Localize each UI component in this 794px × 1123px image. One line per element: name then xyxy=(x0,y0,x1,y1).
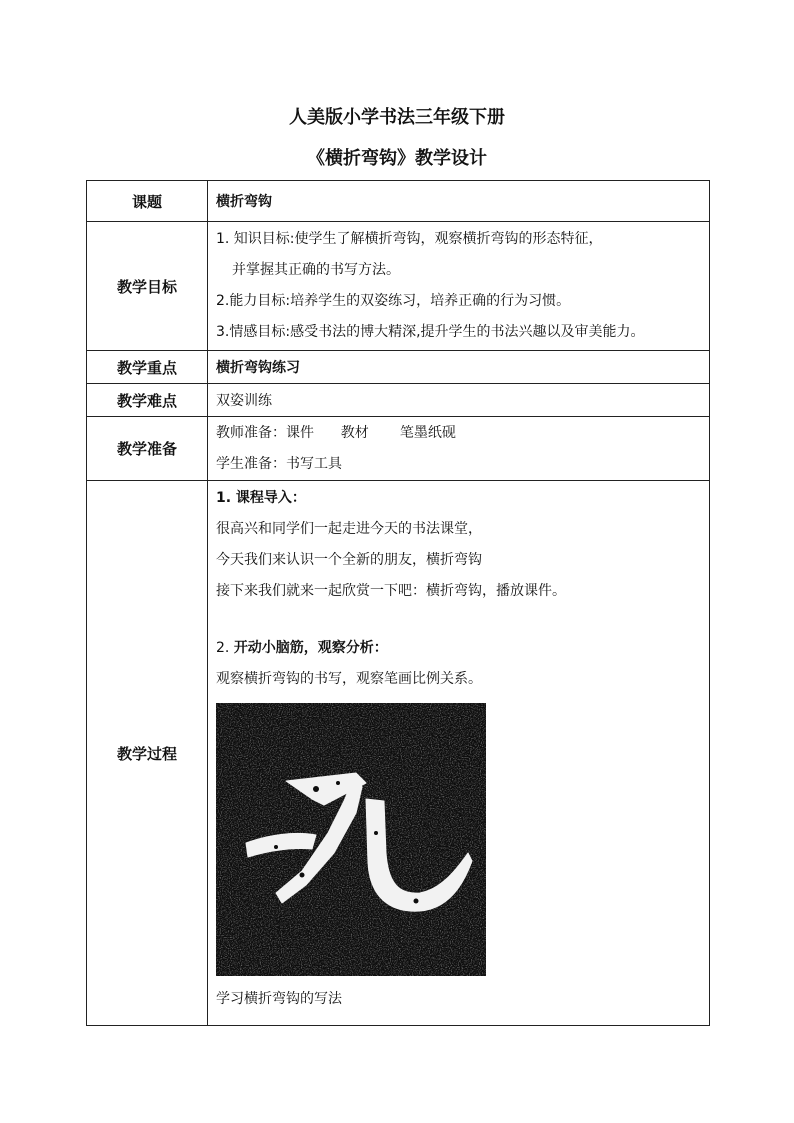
document-subtitle: 《横折弯钩》教学设计 xyxy=(307,148,487,169)
row-key xyxy=(87,351,710,384)
section1-heading: 1. 课程导入： xyxy=(216,490,306,506)
section1-line-1: 很高兴和同学们一起走进今天的书法课堂， xyxy=(216,521,482,537)
goal-line-4: 3.情感目标:感受书法的博大精深,提升学生的书法兴趣以及审美能力。 xyxy=(216,324,645,340)
goal-line-2: 并掌握其正确的书写方法。 xyxy=(232,262,400,278)
goal-line-1: 1. 知识目标:使学生了解横折弯钩，观察横折弯钩的形态特征， xyxy=(216,231,603,247)
goals-content xyxy=(208,222,710,351)
topic-value: 横折弯钩 xyxy=(208,181,710,222)
section1-line-3: 接下来我们就来一起欣赏一下吧：横折弯钩，播放课件。 xyxy=(216,583,566,599)
calligraphy-rubbing-svg xyxy=(216,703,486,976)
prep-student: 学生准备：书写工具 xyxy=(216,455,342,472)
prep-content xyxy=(208,417,710,481)
section2-heading-text: 开动小脑筋，观察分析： xyxy=(233,640,388,656)
key-label: 教学重点 xyxy=(87,351,208,384)
calligraphy-rubbing-image xyxy=(216,703,486,976)
row-topic xyxy=(87,181,710,222)
process-label: 教学过程 xyxy=(87,481,208,1026)
difficulty-label: 教学难点 xyxy=(87,384,208,417)
goal-line-3: 2.能力目标:培养学生的双姿练习，培养正确的行为习惯。 xyxy=(216,293,571,309)
key-value: 横折弯钩练习 xyxy=(208,351,710,384)
goals-label: 教学目标 xyxy=(87,222,208,351)
section1-line-2: 今天我们来认识一个全新的朋友，横折弯钩 xyxy=(216,552,482,568)
prep-teacher: 教师准备：课件 教材 笔墨纸砚 xyxy=(216,424,456,441)
document-title: 人美版小学书法三年级下册 xyxy=(289,107,505,128)
caption: 学习横折弯钩的写法 xyxy=(216,991,342,1007)
section2-heading xyxy=(216,633,709,664)
row-goals xyxy=(87,222,710,351)
section2-line: 观察横折弯钩的书写，观察笔画比例关系。 xyxy=(216,671,482,687)
row-process xyxy=(87,481,710,1026)
lesson-plan-table xyxy=(86,180,710,1026)
difficulty-value: 双姿训练 xyxy=(208,384,710,417)
prep-label: 教学准备 xyxy=(87,417,208,481)
process-content xyxy=(208,481,710,1026)
row-difficulty xyxy=(87,384,710,417)
topic-label: 课题 xyxy=(87,181,208,222)
row-prep xyxy=(87,417,710,481)
section2-heading-num: 2. xyxy=(216,640,230,656)
